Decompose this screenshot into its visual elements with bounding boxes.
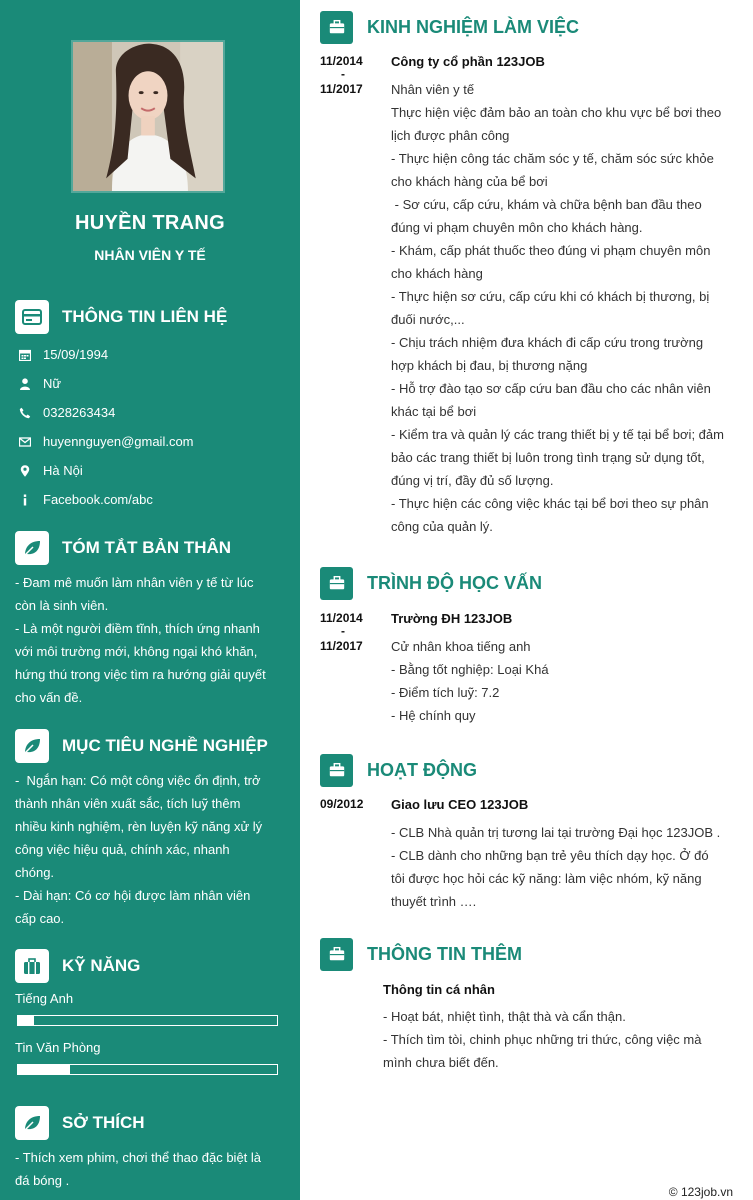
- contact-email-link[interactable]: huyennguyen@gmail.com: [43, 434, 194, 449]
- education-section-header: [320, 566, 542, 600]
- briefcase-icon: [320, 567, 353, 600]
- experience-line: - Thực hiện công tác chăm sóc y tế, chăm sóc sức khỏe: [391, 151, 714, 166]
- skills-section-title: KỸ NĂNG: [62, 956, 141, 975]
- education-date-separator: -: [341, 624, 345, 638]
- education-end-date: 11/2017: [320, 639, 363, 653]
- objective-line: - Ngắn hạn: Có một công việc ổn định, trở: [15, 773, 261, 788]
- skill-name: Tiếng Anh: [15, 991, 74, 1006]
- experience-line: Nhân viên y tế: [391, 82, 475, 97]
- summary-text: [15, 571, 285, 709]
- objective-line: thành nhân viên xuất sắc, tích luỹ thêm: [15, 796, 241, 811]
- summary-section-header: [15, 531, 231, 565]
- experience-line: - Thực hiện sơ cứu, cấp cứu khi có khách bị thương, bị: [391, 289, 710, 304]
- experience-line: cho khách hàng của bể bơi: [391, 174, 548, 189]
- activity-line: - CLB Nhà quản trị tương lai tại trường Đại học 123JOB .: [391, 825, 721, 840]
- education-start-date: 11/2014: [320, 611, 363, 625]
- experience-line: - Sơ cứu, cấp cứu, khám và chữa bệnh ban đầu theo: [391, 197, 702, 212]
- summary-line: với môi trường mới, không ngại khó khăn,: [15, 644, 258, 659]
- activities-description: [391, 821, 743, 913]
- summary-line: - Đam mê muốn làm nhân viên y tế từ lúc: [15, 575, 254, 590]
- education-line: Cử nhân khoa tiếng anh: [391, 639, 531, 654]
- contact-section-header: [15, 300, 227, 334]
- experience-line: đuối nước,...: [391, 312, 465, 327]
- experience-end-date: 11/2017: [320, 82, 363, 96]
- experience-date-separator: -: [341, 67, 345, 81]
- hobbies-line: - Thích xem phim, chơi thể thao đặc biệt là: [15, 1150, 262, 1165]
- skill-level-fill: [18, 1065, 70, 1074]
- experience-company: Công ty cổ phần 123JOB: [391, 54, 545, 69]
- experience-line: khác tại bể bơi: [391, 404, 477, 419]
- skill-level-bar: [17, 1015, 278, 1026]
- experience-section-title: KINH NGHIỆM LÀM VIỆC: [367, 16, 580, 37]
- skills-section-header: [15, 949, 140, 983]
- experience-line: lịch được phân công: [391, 128, 510, 143]
- user-icon: [18, 377, 32, 391]
- hobbies-line: đá bóng .: [15, 1173, 70, 1188]
- summary-line: hứng thú trong việc tìm ra hướng giải quyết: [15, 667, 266, 682]
- summary-line: - Là một người điềm tĩnh, thích ứng nhanh: [15, 621, 260, 636]
- experience-line: cho khách hàng: [391, 266, 483, 281]
- sidebar: [0, 0, 300, 1200]
- leaf-icon: [15, 729, 49, 763]
- briefcase-icon: [15, 949, 49, 983]
- contact-facebook-link[interactable]: Facebook.com/abc: [43, 492, 153, 507]
- summary-section-title: TÓM TẮT BẢN THÂN: [62, 538, 232, 557]
- candidate-role: NHÂN VIÊN Y TẾ: [94, 247, 206, 263]
- activity-line: thuyết trình ….: [391, 894, 477, 909]
- additional-line: - Hoạt bát, nhiệt tình, thật thà và cẩn thận.: [383, 1009, 626, 1024]
- experience-section-header: [320, 10, 579, 44]
- skill-level-fill: [18, 1016, 34, 1025]
- candidate-name: HUYỀN TRANG: [75, 212, 225, 234]
- experience-line: Thực hiện việc đảm bảo an toàn cho khu vực bể bơi theo: [391, 105, 722, 120]
- activity-line: tôi được học hỏi các kỹ năng: làm việc nhóm, kỹ năng: [391, 871, 702, 886]
- experience-line: - Khám, cấp phát thuốc theo đúng vi phạm chuyên môn: [391, 243, 711, 258]
- contact-phone-link[interactable]: 0328263434: [43, 405, 116, 420]
- info-icon: [18, 493, 32, 507]
- hobbies-section-header: [15, 1106, 145, 1140]
- objective-section-header: [15, 729, 268, 763]
- contact-phone: [18, 398, 288, 427]
- experience-line: đúng vị trí, đầy đủ số lượng.: [391, 473, 554, 488]
- objective-line: - Dài hạn: Có cơ hội được làm nhân viên: [15, 888, 251, 903]
- objective-line: công việc hiệu quả, chính xác, nhanh: [15, 842, 230, 857]
- objective-text: [15, 769, 285, 930]
- education-line: - Bằng tốt nghiệp: Loại Khá: [391, 662, 549, 677]
- education-line: - Hệ chính quy: [391, 708, 476, 723]
- avatar: [71, 40, 225, 193]
- additional-section-title: THÔNG TIN THÊM: [367, 943, 522, 964]
- activity-event: Giao lưu CEO 123JOB: [391, 797, 529, 812]
- activity-date: 09/2012: [320, 797, 364, 811]
- briefcase-icon: [320, 938, 353, 971]
- contact-list: [18, 340, 288, 514]
- activity-line: - CLB dành cho những bạn trẻ yêu thích dạy học. Ở đó: [391, 848, 709, 863]
- contact-gender: [18, 369, 288, 398]
- contact-birthday: [18, 340, 288, 369]
- additional-line: - Thích tìm tòi, chinh phục những tri thức, công việc mà: [383, 1032, 702, 1047]
- contact-address: [18, 456, 288, 485]
- profile-photo: [73, 42, 223, 191]
- briefcase-icon: [320, 11, 353, 44]
- experience-line: - Thực hiện các công việc khác tại bể bơi theo sự phân: [391, 496, 709, 511]
- summary-line: cho vấn đề.: [15, 690, 83, 705]
- activities-section-header: [320, 753, 477, 787]
- contact-facebook: [18, 485, 288, 514]
- skill-level-bar: [17, 1064, 278, 1075]
- leaf-icon: [15, 531, 49, 565]
- education-school: Trường ĐH 123JOB: [391, 611, 513, 626]
- education-description: [391, 635, 743, 727]
- experience-description: [391, 78, 743, 538]
- education-line: - Điểm tích luỹ: 7.2: [391, 685, 500, 700]
- hobbies-text: [15, 1146, 285, 1192]
- phone-icon: [18, 406, 32, 420]
- education-section-title: TRÌNH ĐỘ HỌC VẤN: [367, 572, 542, 593]
- experience-line: - Hỗ trợ đào tạo sơ cấp cứu ban đầu cho các nhân viên: [391, 381, 711, 396]
- additional-section-header: [320, 937, 522, 971]
- objective-section-title: MỤC TIÊU NGHỀ NGHIỆP: [62, 736, 268, 755]
- experience-line: bảo các trang thiết bị luôn trong tình trạng sử dụng tốt,: [391, 450, 705, 465]
- briefcase-icon: [320, 754, 353, 787]
- location-icon: [18, 464, 32, 478]
- contact-address-value: Hà Nội: [43, 463, 83, 478]
- footer-copyright: © 123job.vn: [668, 1185, 733, 1199]
- contact-section-title: THÔNG TIN LIÊN HỆ: [62, 307, 228, 326]
- hobbies-section-title: SỞ THÍCH: [62, 1113, 145, 1132]
- skill-name: Tin Văn Phòng: [15, 1040, 101, 1055]
- email-icon: [18, 435, 32, 449]
- additional-subtitle: Thông tin cá nhân: [383, 982, 495, 997]
- additional-description: [383, 1005, 735, 1074]
- experience-line: - Kiểm tra và quản lý các trang thiết bị y tế tại bể bơi; đảm: [391, 427, 724, 442]
- experience-line: - Chịu trách nhiệm đưa khách đi cấp cứu trong trường: [391, 335, 704, 350]
- contact-email: [18, 427, 288, 456]
- contact-gender-value: Nữ: [43, 376, 62, 391]
- leaf-icon: [15, 1106, 49, 1140]
- summary-line: còn là sinh viên.: [15, 598, 109, 613]
- experience-line: hợp khách bị đau, bị thương nặng: [391, 358, 588, 373]
- objective-line: cấp cao.: [15, 911, 65, 926]
- additional-line: mình chưa biết đến.: [383, 1055, 499, 1070]
- contact-birthday-value: 15/09/1994: [43, 347, 109, 362]
- experience-line: đúng vi phạm chuyên môn cho khách hàng.: [391, 220, 643, 235]
- id-card-icon: [15, 300, 49, 334]
- experience-line: công của quản lý.: [391, 519, 493, 534]
- calendar-icon: [18, 348, 32, 362]
- objective-line: chóng.: [15, 865, 55, 880]
- objective-line: nhiều kinh nghiệm, rèn luyện kỹ năng xử lý: [15, 819, 263, 834]
- activities-section-title: HOẠT ĐỘNG: [367, 759, 477, 780]
- experience-start-date: 11/2014: [320, 54, 363, 68]
